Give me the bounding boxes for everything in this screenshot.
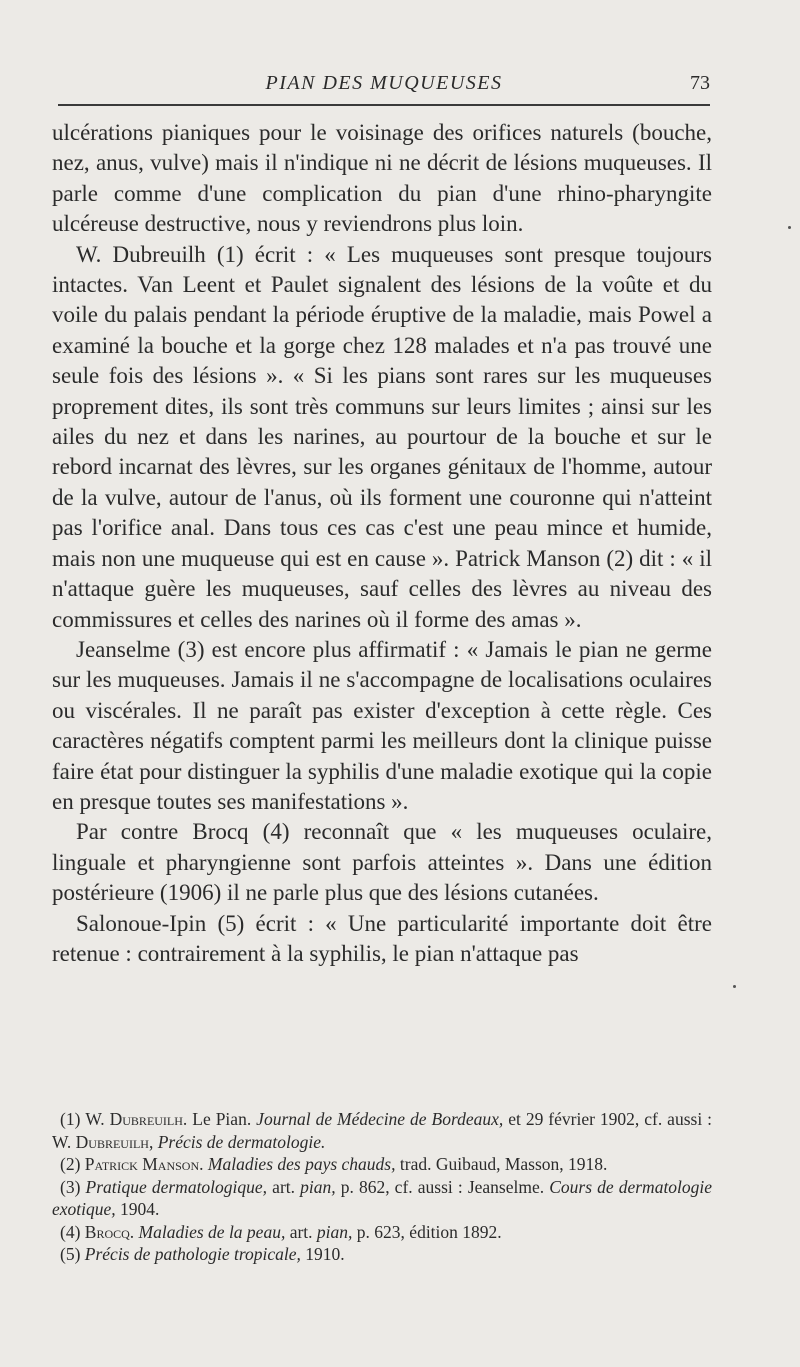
main-text <box>52 118 712 969</box>
footnote-2: (2) Patrick Manson. Maladies des pays chauds, trad. Guibaud, Masson, 1918. <box>60 1154 608 1174</box>
paper-speck <box>733 985 736 988</box>
footnote-4: (4) Brocq. Maladies de la peau, art. pian, p. 623, édition 1892. <box>60 1221 502 1242</box>
footnote-1: (1) W. Dubreuilh. Le Pian. Journal de Médecine de Bordeaux, et 29 février 1902, cf. aussi : W. Dubreuilh, Précis de dermatologie. <box>52 1109 713 1152</box>
paragraph-3: Jeanselme (3) est encore plus affirmatif : « Jamais le pian ne germe sur les muqueuses. Jamais il ne s'accompagne de localisations oculaires ou viscérales. Il ne paraît pas exister d'exception à cette règle. Ces caractères négatifs comptent parmi les meilleurs dont la clinique puisse faire état pour distinguer la syphilis d'une maladie exotique qui la copie en presque toutes ses manifestations ». <box>52 636 712 814</box>
footnotes <box>52 1108 712 1266</box>
footnote-3: (3) Pratique dermatologique, art. pian, p. 862, cf. aussi : Jeanselme. Cours de dermatologie exotique, 1904. <box>52 1176 713 1219</box>
header-rule <box>58 104 710 106</box>
paragraph-1: ulcérations pianiques pour le voisinage des orifices naturels (bouche, nez, anus, vulve) mais il n'indique ni ne décrit de lésions muqueuses. Il parle comme d'une complication du pian d'une rhino-pharyngite ulcéreuse destructive, nous y reviendrons plus loin. <box>52 120 712 237</box>
footnote-5: (5) Précis de pathologie tropicale, 1910. <box>60 1244 345 1264</box>
running-title: PIAN DES MUQUEUSES <box>265 72 503 94</box>
paragraph-2: W. Dubreuilh (1) écrit : « Les muqueuses sont presque toujours intactes. Van Leent et Paulet signalent des lésions de la voûte et du voile du palais pendant la période éruptive de la maladie, mais Powel a examiné la bouche et la gorge chez 128 malades et n'a pas trouvé une seule fois des lésions ». « Si les pians sont rares sur les muqueuses proprement dites, ils sont très communs sur leurs limites ; ainsi sur les ailes du nez et dans les narines, au pourtour de la bouche et sur le rebord incarnat des lèvres, sur les organes génitaux de l'homme, autour de la vulve, autour de l'anus, où ils forment une couronne qui n'atteint pas l'orifice anal. Dans tous ces cas c'est une peau mince et humide, mais non une muqueuse qui est en cause ». Patrick Manson (2) dit : « il n'attaque guère les muqueuses, sauf celles des lèvres au niveau des commissures et celles des narines où il forme des amas ». <box>52 241 712 632</box>
paragraph-4: Par contre Brocq (4) reconnaît que « les muqueuses oculaire, linguale et pharyngienne sont parfois atteintes ». Dans une édition postérieure (1906) il ne parle plus que des lésions cutanées. <box>52 819 712 906</box>
paper-speck <box>788 226 791 229</box>
page-number: 73 <box>690 72 710 94</box>
paragraph-5: Salonoue-Ipin (5) écrit : « Une particularité importante doit être retenue : contrairement à la syphilis, le pian n'attaque pas <box>52 910 712 966</box>
page-header <box>58 72 710 100</box>
